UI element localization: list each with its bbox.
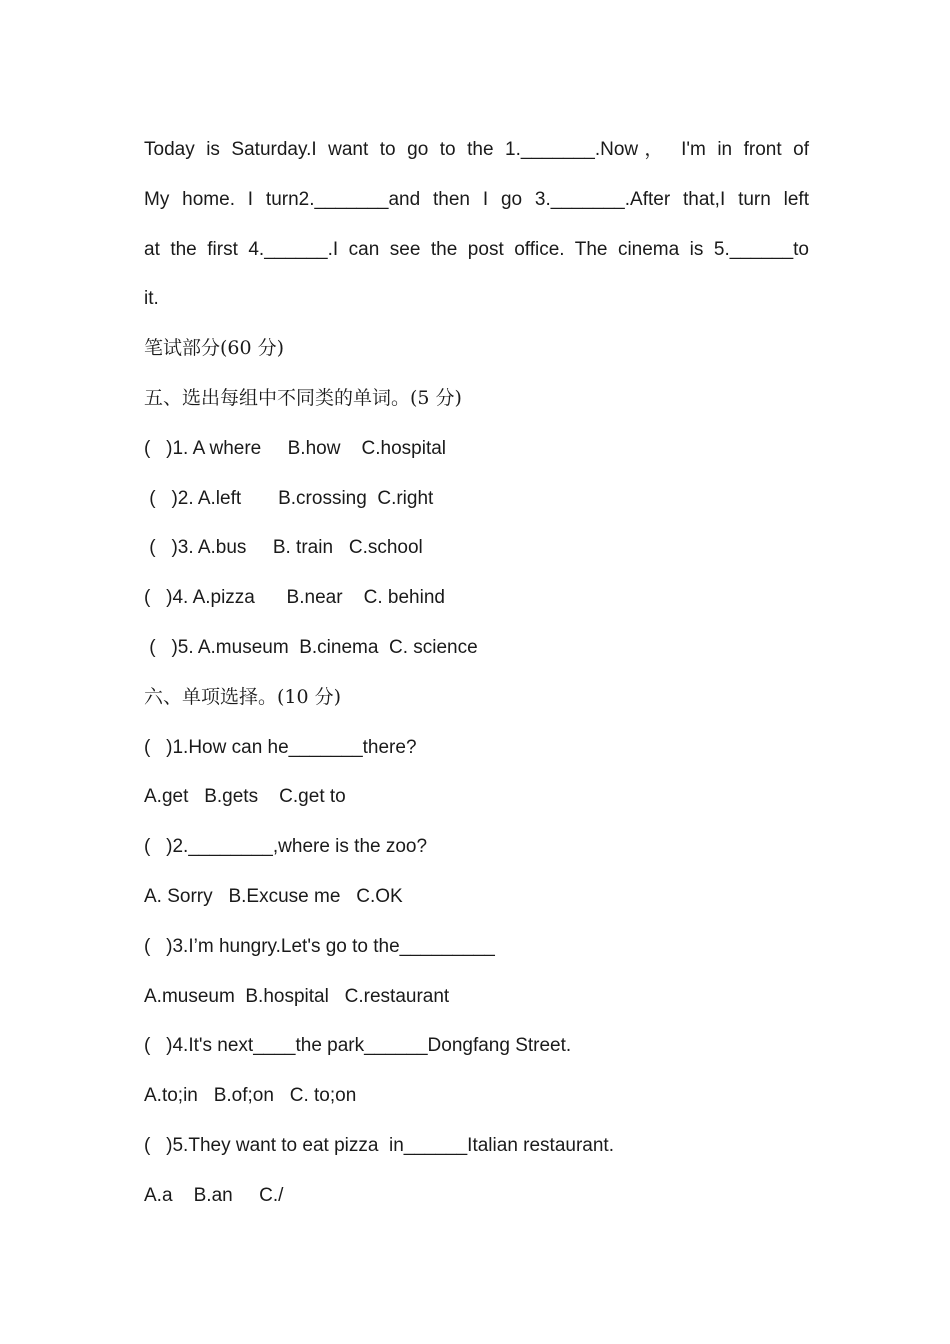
- part6-question-4-options: A.to;in B.of;on C. to;on: [144, 1085, 357, 1107]
- part5-item-1: ( )1. A where B.how C.hospital: [144, 437, 447, 459]
- part6-question-3-options: A.museum B.hospital C.restaurant: [144, 985, 450, 1007]
- part6-question-5-options: A.a B.an C./: [144, 1184, 284, 1206]
- part6-question-1-stem: ( )1.How can he_______there?: [144, 736, 417, 758]
- part6-question-2-stem: ( )2.________,where is the zoo?: [144, 836, 428, 858]
- document-body: [144, 125, 809, 1221]
- part6-question-4-stem: ( )4.It's next____the park______Dongfang Street.: [144, 1035, 572, 1057]
- passage-line-2: My home. I turn2._______and then I go 3._______.After that,I turn left: [144, 188, 809, 210]
- passage-line-3: at the first 4.______.I can see the post office. The cinema is 5.______to: [144, 238, 809, 260]
- part5-item-4: ( )4. A.pizza B.near C. behind: [144, 587, 445, 609]
- written-section-title: 笔试部分(60 分): [144, 337, 285, 360]
- passage-line-4: it.: [144, 288, 159, 310]
- part5-title: 五、选出每组中不同类的单词。(5 分): [144, 386, 462, 409]
- passage-line-1: Today is Saturday.I want to go to the 1._______.Now， I'm in front of: [144, 139, 809, 160]
- part6-question-2-options: A. Sorry B.Excuse me C.OK: [144, 885, 403, 907]
- part5-item-2: ( )2. A.left B.crossing C.right: [144, 487, 434, 509]
- part6-question-1-options: A.get B.gets C.get to: [144, 786, 346, 808]
- part5-item-3: ( )3. A.bus B. train C.school: [144, 537, 423, 559]
- part6-question-3-stem: ( )3.I’m hungry.Let's go to the_________: [144, 935, 495, 957]
- part6-title: 六、单项选择。(10 分): [144, 685, 342, 708]
- part6-question-5-stem: ( )5.They want to eat pizza in______Italian restaurant.: [144, 1134, 614, 1156]
- part5-item-5: ( )5. A.museum B.cinema C. science: [144, 636, 478, 658]
